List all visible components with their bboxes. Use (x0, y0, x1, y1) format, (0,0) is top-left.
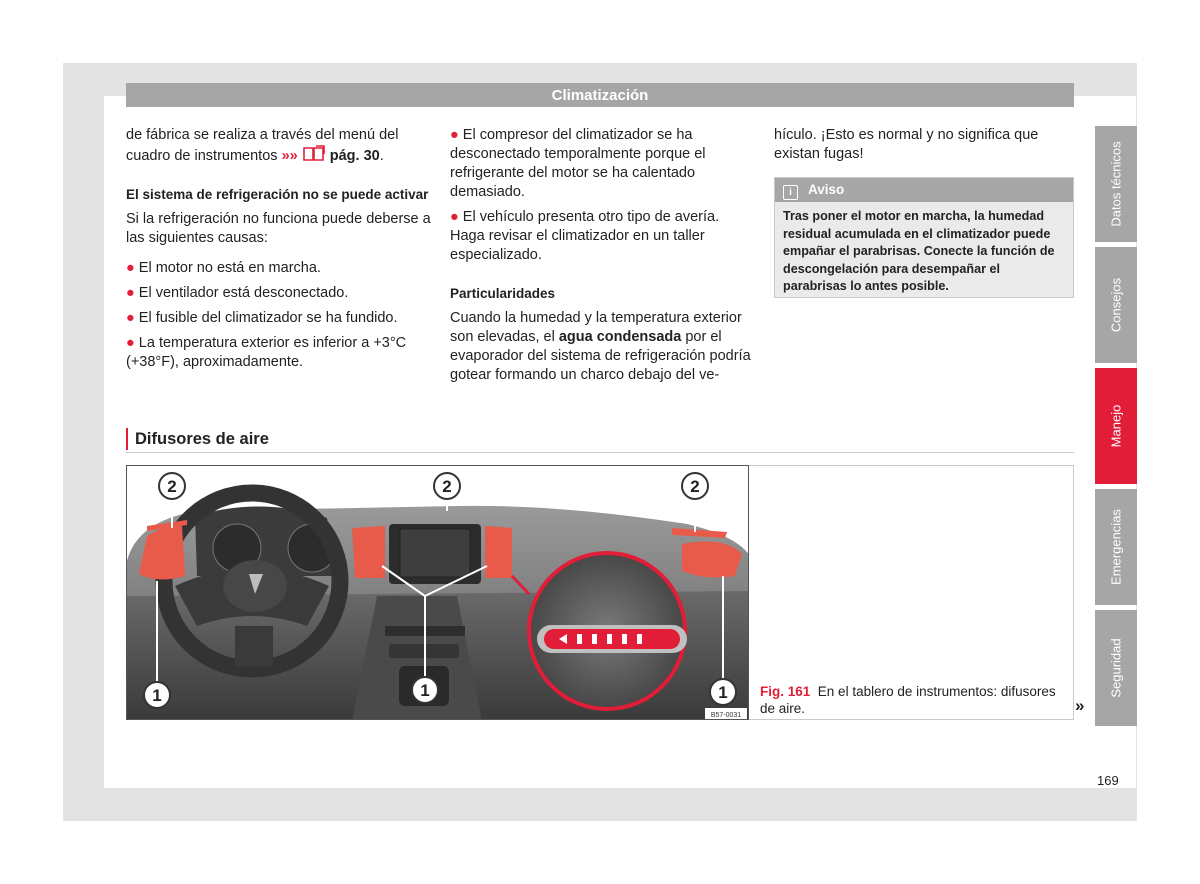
figure-caption (760, 683, 1065, 717)
callout-2-right (682, 473, 708, 499)
callout-2-left (159, 473, 185, 499)
svg-text:2: 2 (690, 477, 700, 496)
svg-text:2: 2 (442, 477, 452, 496)
book-icon (302, 145, 326, 162)
figure-caption-text: En el tablero de instrumentos: difusores de aire. (760, 684, 1056, 716)
cross-ref-arrows: »» (281, 148, 298, 164)
page-number: 169 (1097, 773, 1119, 788)
callout-1-left (144, 682, 170, 708)
callout-2-center (434, 473, 460, 499)
figure-code: B57-0031 (710, 712, 742, 719)
svg-text:2: 2 (167, 477, 177, 496)
continuation-paragraph: hículo. ¡Esto es normal y no significa que existan fugas! (774, 127, 1039, 162)
svg-text:1: 1 (718, 683, 728, 702)
note-title: Aviso (808, 182, 845, 197)
figure-label: Fig. 161 (760, 684, 811, 699)
list-item: ● La temperatura exterior es inferior a +3°C (+38°F), aproximadamente. (126, 335, 407, 370)
callout-1-center (412, 677, 438, 703)
tab-manejo[interactable]: Manejo (1095, 368, 1137, 484)
text-column-1 (126, 126, 432, 372)
list-item: ● El ventilador está desconectado. (126, 285, 349, 301)
chapter-header (126, 83, 1074, 107)
list-item: ● El motor no está en marcha. (126, 260, 321, 276)
info-icon: i (783, 185, 798, 200)
dashboard-illustration (127, 466, 749, 720)
tab-datos-tecnicos[interactable]: Datos técnicos (1095, 126, 1137, 242)
callout-1-right (710, 679, 736, 705)
list-item: ● El vehículo presenta otro tipo de avería. Haga revisar el climatizador en un taller especializado. (450, 209, 720, 263)
tab-emergencias[interactable]: Emergencias (1095, 489, 1137, 605)
intro-text: de fábrica se realiza a través del menú del cuadro de instrumentos (126, 127, 399, 164)
causes-intro: Si la refrigeración no funciona puede deberse a las siguientes causas: (126, 211, 431, 246)
continue-mark: » (1075, 696, 1085, 715)
tab-consejos[interactable]: Consejos (1095, 247, 1137, 363)
page-reference-link[interactable]: pág. 30 (329, 148, 380, 164)
intro-end: . (379, 148, 384, 164)
subheading-particularities: Particularidades (450, 286, 556, 301)
section-title: Difusores de aire (135, 430, 269, 448)
text-column-2 (450, 126, 752, 385)
text-column-3 (774, 126, 1074, 164)
particularities-paragraph: Cuando la humedad y la temperatura exterior son elevadas, el agua condensada por el evaporador del sistema de refrigeración podría gotear formando un charco debajo del ve- (450, 310, 751, 383)
subheading-cooling: El sistema de refrigeración no se puede activar (126, 187, 429, 202)
list-item: ● El fusible del climatizador se ha fundido. (126, 310, 398, 326)
note-body: Tras poner el motor en marcha, la humedad residual acumulada en el climatizador puede empañar el parabrisas. Conecte la función de descongelación para desempañar el parabrisas lo antes posible. (783, 209, 1055, 293)
intro-paragraph (126, 126, 432, 166)
svg-text:1: 1 (420, 681, 430, 700)
section-heading (126, 428, 1074, 453)
note-header (775, 178, 1073, 202)
tab-seguridad[interactable]: Seguridad (1095, 610, 1137, 726)
section-accent-bar (126, 428, 128, 450)
figure-image-dashboard (126, 465, 749, 720)
note-box (774, 177, 1074, 298)
svg-text:1: 1 (152, 686, 162, 705)
chapter-title: Climatización (551, 87, 649, 104)
list-item: ● El compresor del climatizador se ha desconectado temporalmente porque el refrigerante del motor se ha calentado demasiado. (450, 127, 706, 200)
